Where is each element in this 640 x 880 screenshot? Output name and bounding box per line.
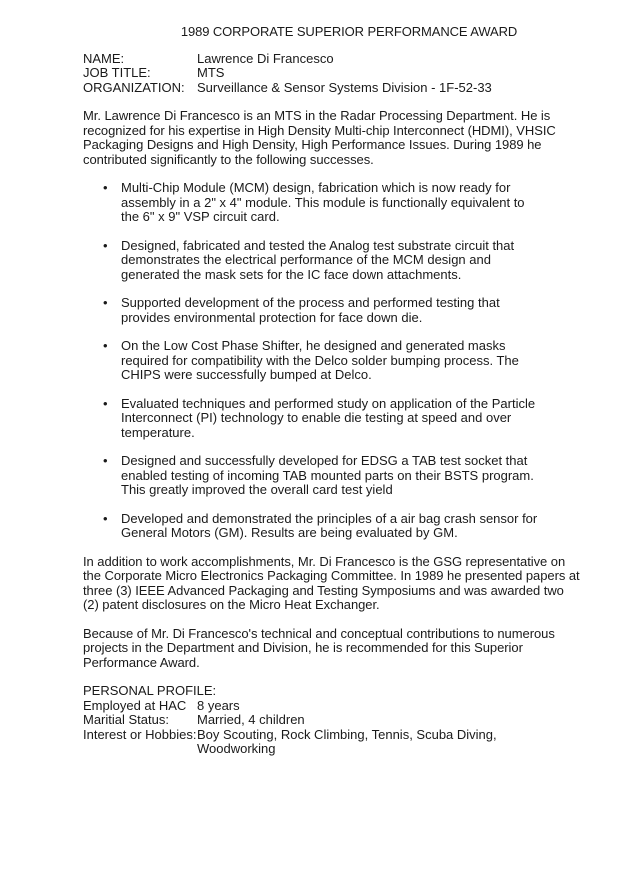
success-item: [83, 296, 541, 325]
bullet-icon: •: [103, 338, 108, 353]
bullet-icon: •: [103, 237, 108, 253]
success-item: [83, 454, 541, 498]
hobbies-value: Boy Scouting, Rock Climbing, Tennis, Scuba Diving, Woodworking: [197, 726, 497, 756]
organization-value: Surveillance & Sensor Systems Division - 1F-52-33: [197, 79, 492, 95]
success-item: [83, 239, 541, 283]
marital-status-label: Maritial Status:: [83, 712, 169, 727]
employee-info: [83, 52, 603, 96]
success-text: Multi-Chip Module (MCM) design, fabrication which is now ready for assembly in a 2" x 4" module. This module is functionally equivalent to the 6" x 9" VSP circuit card.: [121, 180, 525, 224]
additional-paragraph: In addition to work accomplishments, Mr. Di Francesco is the GSG representative on the Corporate Micro Electronics Packaging Committee. In 1989 he presented papers at three (3) IEEE Advanced Packaging and Testing Symposiums and was awarded two (2) patent disclosures on the Micro Heat Exchanger.: [83, 553, 580, 612]
success-text: Developed and demonstrated the principles of a air bag crash sensor for General Motors (GM). Results are being evaluated by GM.: [121, 510, 538, 540]
organization-label: ORGANIZATION:: [83, 79, 185, 95]
intro-paragraph: Mr. Lawrence Di Francesco is an MTS in the Radar Processing Department. He is recognized for his expertise in High Density Multi-chip Interconnect (HDMI), VHSIC Packaging Designs and High Density, High Performance Issues. During 1989 he contributed significantly to the following successes.: [83, 108, 556, 167]
success-text: Designed and successfully developed for EDSG a TAB test socket that enabled testing of incoming TAB mounted parts on their BSTS program. This greatly improved the overall card test yield: [121, 453, 534, 497]
marital-status-value: Married, 4 children: [197, 712, 305, 727]
bullet-icon: •: [103, 180, 108, 195]
award-document: [83, 25, 603, 757]
bullet-icon: •: [103, 453, 108, 468]
successes-list: [83, 181, 603, 541]
employed-label: Employed at HAC: [83, 697, 187, 713]
personal-profile: [83, 684, 603, 757]
success-text: Supported development of the process and performed testing that provides environmental protection for face down die.: [121, 295, 500, 325]
success-text: On the Low Cost Phase Shifter, he designed and generated masks required for compatibility with the Delco solder bumping process. The CHIPS were successfully bumped at Delco.: [121, 338, 519, 382]
success-item: [83, 397, 541, 441]
profile-heading: PERSONAL PROFILE:: [83, 683, 217, 698]
success-text: Designed, fabricated and tested the Analog test substrate circuit that demonstrates the electrical performance of the MCM design and generated the mask sets for the IC face down attachments.: [121, 237, 515, 282]
bullet-icon: •: [103, 395, 108, 411]
employed-value: 8 years: [197, 697, 240, 713]
job-title-label: JOB TITLE:: [83, 65, 151, 80]
bullet-icon: •: [103, 510, 108, 526]
profile-rows: [83, 699, 603, 757]
recommendation-paragraph: Because of Mr. Di Francesco's technical and conceptual contributions to numerous projects in the Department and Division, he is recommended for this Superior Performance Award.: [83, 625, 555, 670]
bullet-icon: •: [103, 295, 108, 310]
name-label: NAME:: [83, 50, 125, 66]
name-value: Lawrence Di Francesco: [197, 50, 334, 66]
success-item: [83, 512, 541, 541]
job-title-value: MTS: [197, 65, 225, 80]
success-text: Evaluated techniques and performed study on application of the Particle Interconnect (PI) technology to enable die testing at speed and over temperature.: [121, 395, 536, 440]
success-item: [83, 339, 541, 383]
success-item: [83, 181, 541, 225]
document-title: 1989 CORPORATE SUPERIOR PERFORMANCE AWARD: [180, 24, 518, 39]
hobbies-label: Interest or Hobbies:: [83, 726, 197, 742]
